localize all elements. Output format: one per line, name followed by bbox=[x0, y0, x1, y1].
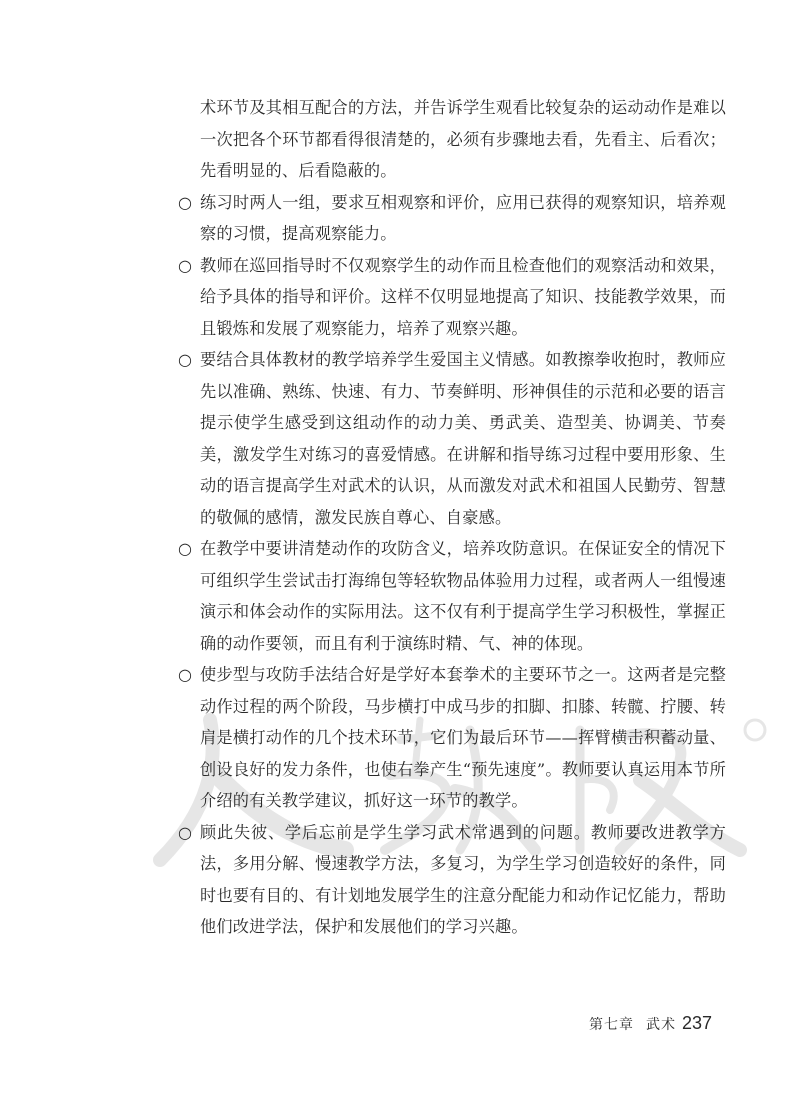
list-item bbox=[178, 533, 726, 659]
list-item bbox=[178, 817, 726, 943]
page-number: 237 bbox=[681, 1013, 712, 1033]
body-text bbox=[178, 92, 726, 943]
circle-bullet-icon: ○ bbox=[178, 255, 193, 275]
list-item bbox=[178, 250, 726, 345]
circle-bullet-icon: ○ bbox=[178, 539, 193, 558]
list-item-text: 教师在巡回指导时不仅观察学生的动作而且检查他们的观察活动和效果，给予具体的指导和评价。这样不仅明显地提高了知识、技能教学效果，而且锻炼和发展了观察能力，培养了观察兴趣。 bbox=[200, 255, 726, 338]
list-item-text: 要结合具体教材的教学培养学生爱国主义情感。如教擦拳收抱时，教师应先以准确、熟练、快速、有力、节奏鲜明、形神俱佳的示范和必要的语言提示使学生感受到这组动作的动力美、勇武美、造型美、协调美、节奏美，激发学生对练习的喜爱情感。在讲解和指导练习过程中要用形象、生动的语言提高学生对武术的认识，从而激发对武术和祖国人民勤劳、智慧的敬佩的感情，激发民族自尊心、自豪感。 bbox=[200, 350, 726, 527]
list-item-text: 在教学中要讲清楚动作的攻防含义，培养攻防意识。在保证安全的情况下可组织学生尝试击打海绵包等轻软物品体验用力过程，或者两人一组慢速演示和体会动作的实际用法。这不仅有利于提高学生学习积极性，掌握正确的动作要领，而且有利于演练时精、气、神的体现。 bbox=[200, 539, 726, 653]
list-item-text: 使步型与攻防手法结合好是学好本套拳术的主要环节之一。这两者是完整动作过程的两个阶段，马步横打中成马步的扣脚、扣膝、转髋、拧腰、转肩是横打动作的几个技术环节，它们为最后环节——挥臂横击积蓄动量、创设良好的发力条件，也使右拳产生“预先速度”。教师要认真运用本节所介绍的有关教学建议，抓好这一环节的教学。 bbox=[200, 665, 726, 810]
list-item-text: 练习时两人一组，要求互相观察和评价，应用已获得的观察知识，培养观察的习惯，提高观察能力。 bbox=[200, 192, 726, 243]
circle-bullet-icon: ○ bbox=[178, 822, 193, 842]
circle-bullet-icon: ○ bbox=[178, 665, 193, 684]
circle-bullet-icon: ○ bbox=[178, 350, 193, 369]
list-item bbox=[178, 344, 726, 533]
intro-paragraph: 术环节及其相互配合的方法，并告诉学生观看比较复杂的运动动作是难以一次把各个环节都看得很清楚的，必须有步骤地去看，先看主、后看次；先看明显的、后看隐蔽的。 bbox=[200, 98, 726, 180]
chapter-label: 第七章 bbox=[588, 1017, 634, 1033]
list-item-text: 顾此失彼、学后忘前是学生学习武术常遇到的问题。教师要改进教学方法，多用分解、慢速教学方法，多复习，为学生学习创造较好的条件，同时也要有目的、有计划地发展学生的注意分配能力和动作记忆能力，帮助他们改进学法，保护和发展他们的学习兴趣。 bbox=[200, 822, 726, 936]
section-label: 武术 bbox=[645, 1017, 676, 1033]
circle-bullet-icon: ○ bbox=[178, 192, 193, 212]
list-item bbox=[178, 659, 726, 817]
page-footer bbox=[589, 1013, 712, 1034]
list-item bbox=[178, 187, 726, 250]
